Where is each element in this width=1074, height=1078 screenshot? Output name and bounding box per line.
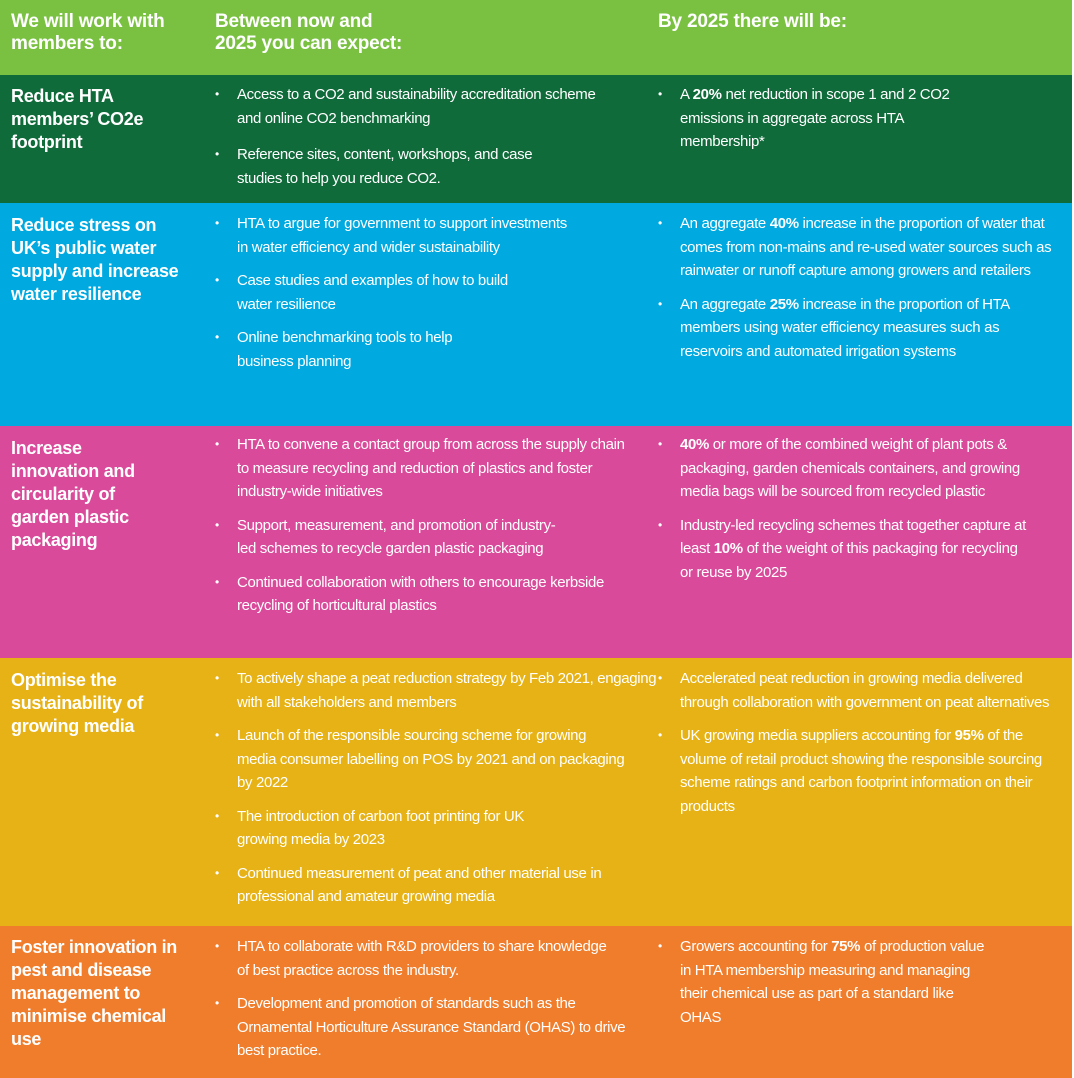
- header-col-members: [11, 11, 201, 55]
- outcome-water-item-2: [658, 293, 1010, 364]
- outcome-growing-media-item-2-rest: of the volume of retail product showing the responsible sourcing scheme ratings and carbon footprint information on their products: [680, 727, 1042, 815]
- expect-plastic-item-1: • HTA to convene a contact group from across the supply chain to measure recycling and reduction of plastics and foster industry-wide initiatives: [215, 433, 637, 504]
- expect-growing-media-item-3: • The introduction of carbon foot printing for UK growing media by 2023: [215, 805, 557, 852]
- outcome-pest-disease-item-1-rest: of production value in HTA membership measuring and managing their chemical use as part of a standard like OHAS: [680, 938, 985, 1026]
- header-col-expect-line2: 2025 you can expect:: [215, 33, 403, 54]
- outcome-pest-disease-item-1-bold: 75%: [831, 938, 861, 955]
- expect-pest-disease-item-1: • HTA to collaborate with R&D providers to share knowledge of best practice across the industry.: [215, 935, 607, 982]
- expect-water-item-3: • Online benchmarking tools to help business planning: [215, 326, 507, 373]
- row-growing-media: [0, 658, 1072, 926]
- outcome-water-item-1-rest: increase in the proportion of water that comes from non-mains and re-used water sources such as rainwater or runoff capture among growers and retailers: [680, 215, 1052, 279]
- outcome-growing-media-item-1: [658, 667, 1065, 714]
- outcome-plastic-item-1-rest: or more of the combined weight of plant pots & packaging, garden chemicals containers, and growing media bags will be sourced from recycled plastic: [680, 436, 1020, 500]
- goal-plastic: Increase innovation and circularity of garden plastic packaging: [11, 438, 135, 550]
- expect-pest-disease: [215, 935, 640, 1076]
- expect-growing-media-item-1: • To actively shape a peat reduction strategy by Feb 2021, engaging with all stakeholders and members: [215, 667, 657, 714]
- expect-plastic: [215, 433, 640, 631]
- outcome-water-item-2-text: An aggregate: [680, 295, 770, 313]
- row-pest-disease: [0, 926, 1072, 1078]
- outcome-growing-media-item-1-text: Accelerated peat reduction in growing media delivered through collaboration with government on peat alternatives: [680, 670, 1050, 711]
- expect-pest-disease-item-2: • Development and promotion of standards such as the Ornamental Horticulture Assurance Standard (OHAS) to drive best practice.: [215, 992, 637, 1063]
- goal-growing-media: Optimise the sustainability of growing media: [11, 670, 143, 736]
- outcome-pest-disease-item-1: [658, 935, 990, 1029]
- header-col-expect-line1: Between now and: [215, 11, 373, 32]
- outcome-co2-item-1-bold: 20%: [692, 86, 722, 103]
- expect-plastic-item-2: • Support, measurement, and promotion of industry-led schemes to recycle garden plastic packaging: [215, 514, 567, 561]
- outcome-water-item-1-text: An aggregate: [680, 215, 770, 232]
- row-plastic: [0, 426, 1072, 658]
- goal-pest-disease: Foster innovation in pest and disease management to minimise chemical use: [11, 937, 178, 1049]
- outcome-water-item-1-bold: 40%: [769, 215, 799, 232]
- outcome-water-list: [658, 212, 1053, 363]
- outcome-plastic: [658, 433, 1053, 597]
- outcome-water: [658, 212, 1053, 376]
- outcome-plastic-item-1: [658, 433, 1050, 504]
- outcome-pest-disease-list: [658, 935, 1053, 1029]
- expect-co2-list: [215, 83, 640, 190]
- outcome-growing-media: [658, 667, 1053, 831]
- expect-growing-media-item-2: • Launch of the responsible sourcing scheme for growing media consumer labelling on POS by 2021 and on packaging by 2022: [215, 724, 627, 795]
- expect-plastic-list: [215, 433, 640, 618]
- outcome-plastic-item-2: [658, 514, 1028, 585]
- expect-pest-disease-list: [215, 935, 640, 1063]
- outcome-co2: [658, 83, 1053, 167]
- expect-growing-media: [215, 667, 657, 922]
- expect-co2: [215, 83, 640, 203]
- expect-plastic-item-3: • Continued collaboration with others to encourage kerbside recycling of horticultural plastics: [215, 571, 617, 618]
- row-co2: [0, 75, 1072, 203]
- outcome-pest-disease-item-1-text: Growers accounting for: [680, 938, 832, 955]
- expect-water: [215, 212, 640, 386]
- outcome-co2-item-1-text: A: [680, 86, 693, 103]
- outcome-plastic-item-1-bold: 40%: [680, 436, 709, 453]
- outcome-growing-media-item-2-text: UK growing media suppliers accounting for: [680, 727, 955, 744]
- outcome-water-item-1: [658, 212, 1065, 283]
- expect-water-item-1: • HTA to argue for government to support investments in water efficiency and wider sustainability: [215, 212, 567, 259]
- outcome-water-item-2-bold: 25%: [769, 295, 799, 313]
- outcome-plastic-list: [658, 433, 1053, 584]
- expect-co2-item-2: • Reference sites, content, workshops, and case studies to help you reduce CO2.: [215, 143, 557, 190]
- expect-growing-media-item-4: • Continued measurement of peat and other material use in professional and amateur growing media: [215, 862, 637, 909]
- goal-co2: Reduce HTA members’ CO2e footprint: [11, 86, 144, 152]
- header-col-expect: [215, 11, 640, 55]
- outcome-plastic-item-2-bold: 10%: [713, 540, 743, 557]
- header-col-by-2025-line1: By 2025 there will be:: [658, 11, 847, 32]
- outcome-growing-media-item-2: [658, 724, 1050, 818]
- outcome-plastic-item-2-text: Industry-led recycling schemes that together capture at least: [680, 516, 1026, 557]
- outcome-water-item-2-rest: increase in the proportion of HTA members using water efficiency measures such as reservoirs and automated irrigation systems: [680, 295, 1010, 360]
- expect-water-list: [215, 212, 640, 373]
- outcome-growing-media-item-2-bold: 95%: [954, 727, 984, 744]
- header-col-by-2025: [658, 11, 1053, 33]
- outcome-growing-media-list: [658, 667, 1053, 818]
- header-col-members-line1: We will work with: [11, 11, 165, 32]
- outcome-pest-disease: [658, 935, 1053, 1042]
- outcome-co2-item-1: [658, 83, 975, 154]
- outcome-co2-item-1-rest: net reduction in scope 1 and 2 CO2 emissions in aggregate across HTA membership*: [680, 86, 950, 150]
- expect-co2-item-1: • Access to a CO2 and sustainability accreditation scheme and online CO2 benchmarking: [215, 83, 617, 130]
- outcome-co2-list: [658, 83, 1053, 154]
- row-water: [0, 203, 1072, 426]
- header-col-members-line2: members to:: [11, 33, 123, 54]
- expect-growing-media-list: [215, 667, 657, 909]
- header-row: [0, 0, 1072, 75]
- outcome-plastic-item-2-rest: of the weight of this packaging for recycling or reuse by 2025: [680, 540, 1018, 581]
- goal-water: Reduce stress on UK’s public water supply and increase water resilience: [11, 215, 179, 304]
- expect-water-item-2: • Case studies and examples of how to build water resilience: [215, 269, 522, 316]
